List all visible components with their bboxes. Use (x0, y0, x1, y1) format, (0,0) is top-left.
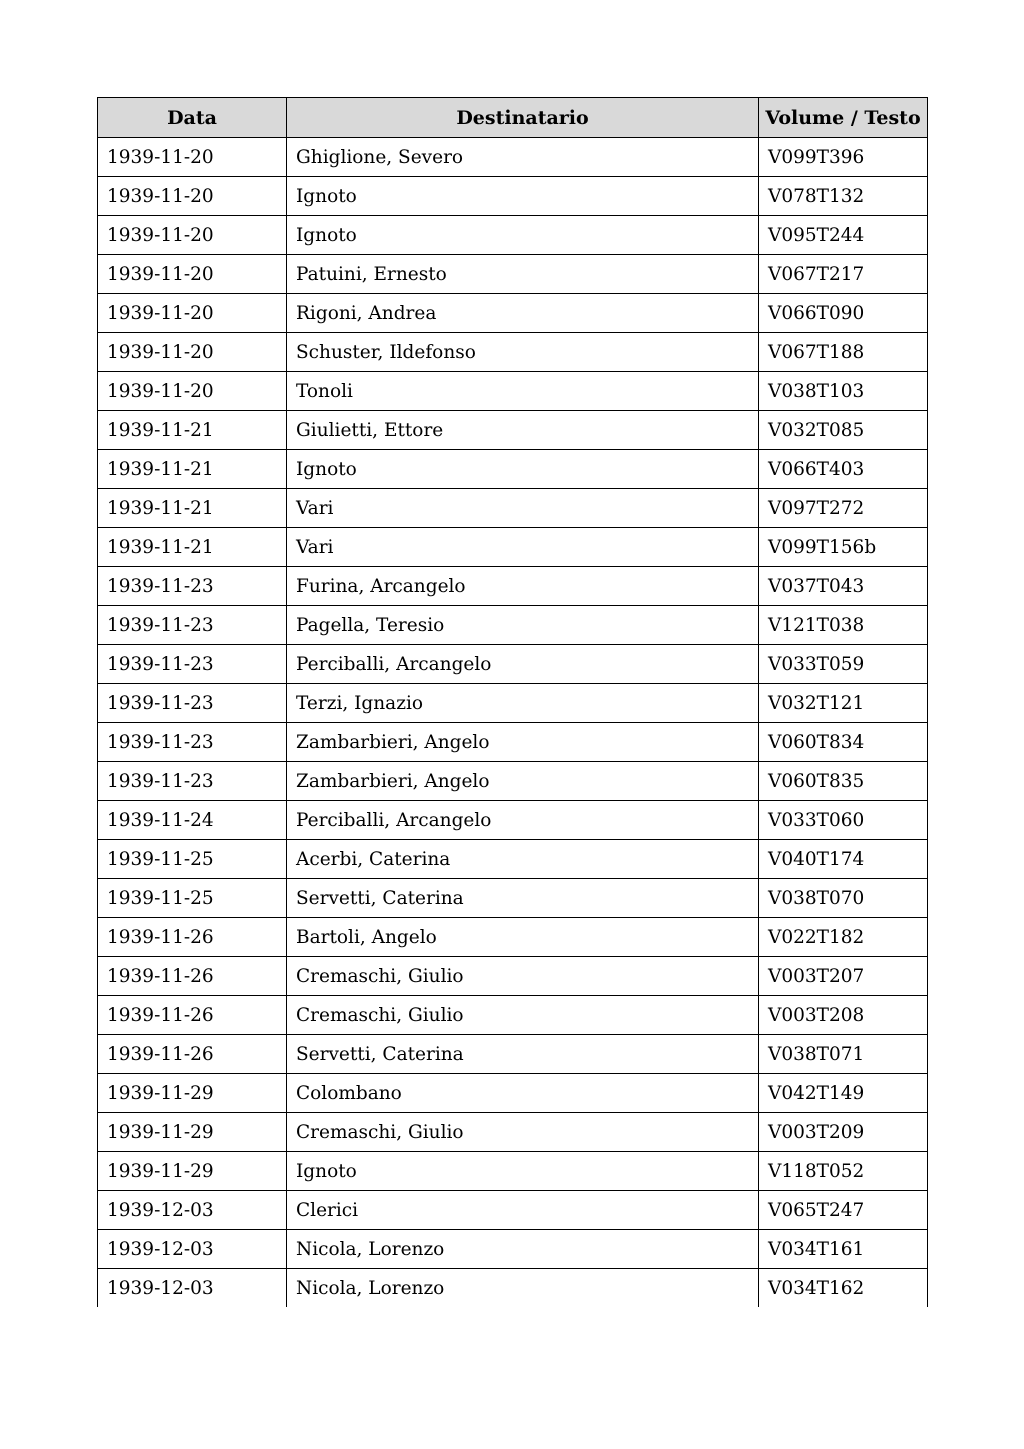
cell-volume-text: V095T244 (759, 216, 928, 255)
cell-recipient: Acerbi, Caterina (287, 840, 759, 879)
cell-volume-text: V003T207 (759, 957, 928, 996)
cell-volume-text: V003T209 (759, 1113, 928, 1152)
cell-recipient: Clerici (287, 1191, 759, 1230)
table-row (98, 606, 928, 645)
cell-recipient: Nicola, Lorenzo (287, 1230, 759, 1269)
cell-volume-text: V060T834 (759, 723, 928, 762)
table-row (98, 1113, 928, 1152)
table-row (98, 489, 928, 528)
table-row (98, 177, 928, 216)
cell-volume-text: V038T071 (759, 1035, 928, 1074)
cell-recipient: Patuini, Ernesto (287, 255, 759, 294)
cell-date: 1939-11-29 (98, 1074, 287, 1113)
cell-date: 1939-11-26 (98, 996, 287, 1035)
cell-date: 1939-11-23 (98, 567, 287, 606)
cell-recipient: Vari (287, 528, 759, 567)
table-row (98, 879, 928, 918)
table-row (98, 450, 928, 489)
cell-volume-text: V032T121 (759, 684, 928, 723)
table-row (98, 372, 928, 411)
cell-recipient: Servetti, Caterina (287, 879, 759, 918)
cell-date: 1939-12-03 (98, 1191, 287, 1230)
cell-volume-text: V118T052 (759, 1152, 928, 1191)
cell-recipient: Terzi, Ignazio (287, 684, 759, 723)
cell-recipient: Cremaschi, Giulio (287, 996, 759, 1035)
table-row (98, 801, 928, 840)
cell-volume-text: V033T059 (759, 645, 928, 684)
table-row (98, 762, 928, 801)
cell-recipient: Vari (287, 489, 759, 528)
cell-recipient: Nicola, Lorenzo (287, 1269, 759, 1308)
cell-date: 1939-11-20 (98, 255, 287, 294)
cell-date: 1939-11-23 (98, 645, 287, 684)
cell-recipient: Colombano (287, 1074, 759, 1113)
cell-date: 1939-11-20 (98, 333, 287, 372)
cell-recipient: Ignoto (287, 177, 759, 216)
table-row (98, 1269, 928, 1308)
cell-recipient: Ignoto (287, 450, 759, 489)
cell-recipient: Tonoli (287, 372, 759, 411)
cell-date: 1939-11-26 (98, 957, 287, 996)
cell-recipient: Schuster, Ildefonso (287, 333, 759, 372)
cell-volume-text: V065T247 (759, 1191, 928, 1230)
table-row (98, 1230, 928, 1269)
table-body (98, 138, 928, 1308)
table-row (98, 567, 928, 606)
letters-table (97, 97, 928, 1307)
table-row (98, 528, 928, 567)
cell-volume-text: V040T174 (759, 840, 928, 879)
table-row (98, 996, 928, 1035)
table-row (98, 1152, 928, 1191)
table-row (98, 645, 928, 684)
cell-recipient: Ghiglione, Severo (287, 138, 759, 177)
cell-recipient: Cremaschi, Giulio (287, 1113, 759, 1152)
cell-recipient: Bartoli, Angelo (287, 918, 759, 957)
cell-recipient: Perciballi, Arcangelo (287, 801, 759, 840)
header-row (98, 98, 928, 138)
cell-volume-text: V078T132 (759, 177, 928, 216)
table-row (98, 216, 928, 255)
cell-recipient: Giulietti, Ettore (287, 411, 759, 450)
table-row (98, 684, 928, 723)
table-header (98, 98, 928, 138)
cell-recipient: Pagella, Teresio (287, 606, 759, 645)
cell-date: 1939-11-23 (98, 606, 287, 645)
cell-date: 1939-11-23 (98, 684, 287, 723)
cell-volume-text: V033T060 (759, 801, 928, 840)
cell-recipient: Furina, Arcangelo (287, 567, 759, 606)
table-row (98, 1191, 928, 1230)
cell-volume-text: V038T103 (759, 372, 928, 411)
cell-volume-text: V121T038 (759, 606, 928, 645)
cell-date: 1939-12-03 (98, 1230, 287, 1269)
cell-date: 1939-11-21 (98, 450, 287, 489)
cell-volume-text: V060T835 (759, 762, 928, 801)
cell-date: 1939-11-20 (98, 138, 287, 177)
cell-recipient: Rigoni, Andrea (287, 294, 759, 333)
cell-date: 1939-11-25 (98, 840, 287, 879)
cell-date: 1939-11-20 (98, 372, 287, 411)
cell-volume-text: V066T403 (759, 450, 928, 489)
cell-date: 1939-11-23 (98, 723, 287, 762)
cell-date: 1939-11-21 (98, 489, 287, 528)
cell-date: 1939-11-21 (98, 528, 287, 567)
cell-volume-text: V037T043 (759, 567, 928, 606)
cell-recipient: Perciballi, Arcangelo (287, 645, 759, 684)
table-row (98, 294, 928, 333)
cell-volume-text: V032T085 (759, 411, 928, 450)
cell-recipient: Ignoto (287, 1152, 759, 1191)
cell-date: 1939-11-24 (98, 801, 287, 840)
cell-volume-text: V097T272 (759, 489, 928, 528)
cell-date: 1939-11-23 (98, 762, 287, 801)
cell-date: 1939-11-20 (98, 294, 287, 333)
cell-volume-text: V099T156b (759, 528, 928, 567)
cell-volume-text: V038T070 (759, 879, 928, 918)
table-row (98, 1035, 928, 1074)
cell-recipient: Zambarbieri, Angelo (287, 723, 759, 762)
cell-recipient: Servetti, Caterina (287, 1035, 759, 1074)
table-row (98, 333, 928, 372)
cell-volume-text: V067T188 (759, 333, 928, 372)
cell-date: 1939-11-20 (98, 177, 287, 216)
cell-volume-text: V066T090 (759, 294, 928, 333)
cell-date: 1939-11-26 (98, 918, 287, 957)
document-page (97, 97, 927, 1307)
cell-volume-text: V022T182 (759, 918, 928, 957)
cell-volume-text: V034T162 (759, 1269, 928, 1308)
table-row (98, 138, 928, 177)
cell-recipient: Zambarbieri, Angelo (287, 762, 759, 801)
cell-volume-text: V034T161 (759, 1230, 928, 1269)
cell-recipient: Ignoto (287, 216, 759, 255)
cell-volume-text: V003T208 (759, 996, 928, 1035)
cell-date: 1939-11-29 (98, 1113, 287, 1152)
cell-volume-text: V042T149 (759, 1074, 928, 1113)
cell-date: 1939-12-03 (98, 1269, 287, 1308)
cell-date: 1939-11-26 (98, 1035, 287, 1074)
table-row (98, 255, 928, 294)
table-row (98, 723, 928, 762)
table-row (98, 957, 928, 996)
table-row (98, 411, 928, 450)
column-header-destinatario: Destinatario (287, 98, 759, 138)
cell-date: 1939-11-21 (98, 411, 287, 450)
table-row (98, 918, 928, 957)
cell-date: 1939-11-20 (98, 216, 287, 255)
cell-date: 1939-11-25 (98, 879, 287, 918)
cell-volume-text: V099T396 (759, 138, 928, 177)
cell-recipient: Cremaschi, Giulio (287, 957, 759, 996)
column-header-volume-testo: Volume / Testo (759, 98, 928, 138)
cell-date: 1939-11-29 (98, 1152, 287, 1191)
table-row (98, 1074, 928, 1113)
column-header-data: Data (98, 98, 287, 138)
table-row (98, 840, 928, 879)
cell-volume-text: V067T217 (759, 255, 928, 294)
